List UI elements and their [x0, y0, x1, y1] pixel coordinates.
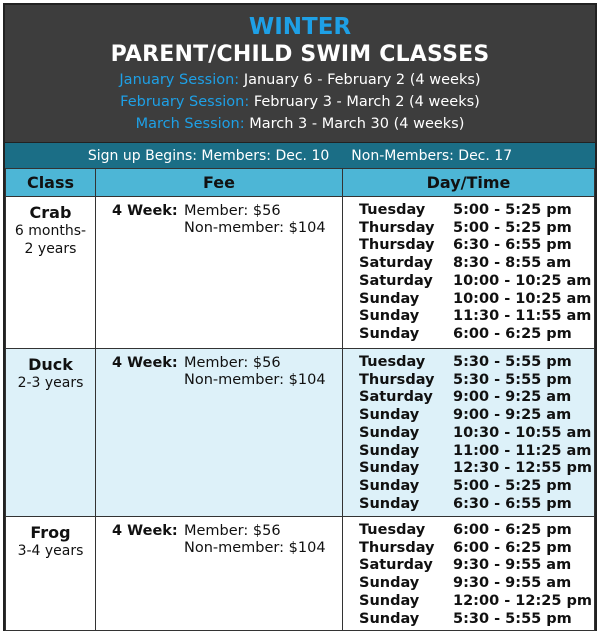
session-label: January Session:: [119, 72, 240, 88]
signup-banner: [5, 142, 595, 168]
class-cell: [6, 349, 96, 517]
time-slot: [359, 326, 594, 344]
slot-day: Tuesday: [359, 354, 426, 370]
slot-day: Thursday: [359, 539, 435, 556]
slot-time: 10:30 - 10:55 am: [453, 424, 592, 441]
flyer-title: PARENT/CHILD SWIM CLASSES: [110, 42, 490, 67]
fee-label: 4 Week:: [112, 523, 178, 539]
time-slot: [359, 478, 594, 496]
slot-day: Tuesday: [359, 522, 426, 538]
slot-day: Sunday: [359, 308, 420, 325]
flyer-header: [5, 5, 595, 142]
signup-nonmembers: Non-Members: Dec. 17: [351, 148, 513, 164]
class-cell: [6, 517, 96, 631]
slot-time: 5:00 - 5:25 pm: [453, 202, 572, 218]
time-slot: [359, 237, 594, 255]
session-label: February Session:: [120, 94, 250, 110]
slot-time: 9:30 - 9:55 am: [453, 557, 572, 574]
slot-day: Sunday: [359, 460, 420, 477]
time-slot: [359, 522, 594, 540]
slot-day: Sunday: [359, 610, 420, 627]
member-price: Member: $56: [184, 523, 281, 539]
slot-time: 5:00 - 5:25 pm: [453, 219, 572, 236]
nonmember-price: Non-member: $104: [184, 372, 326, 388]
session-label: March Session:: [135, 116, 245, 132]
slot-day: Sunday: [359, 325, 420, 342]
fee-cell: [96, 517, 343, 631]
slot-day: Saturday: [359, 389, 433, 406]
time-slot: [359, 496, 594, 514]
fee-prices: [184, 523, 326, 557]
slot-day: Sunday: [359, 592, 420, 609]
time-slot: [359, 540, 594, 558]
fee-label: 4 Week:: [112, 355, 178, 371]
class-name: Duck: [28, 355, 73, 374]
slot-day: Sunday: [359, 477, 420, 494]
nonmember-price: Non-member: $104: [184, 220, 326, 236]
time-slot: [359, 407, 594, 425]
class-name: Frog: [30, 523, 71, 542]
slot-time: 6:30 - 6:55 pm: [453, 495, 572, 512]
fee-cell: [96, 197, 343, 349]
fee-label: 4 Week:: [112, 203, 178, 219]
slot-time: 8:30 - 8:55 am: [453, 255, 572, 272]
season-title: WINTER: [248, 14, 352, 40]
time-slot: [359, 255, 594, 273]
slot-day: Saturday: [359, 272, 433, 289]
time-slot: [359, 443, 594, 461]
swim-flyer: [3, 3, 597, 631]
slot-time: 6:30 - 6:55 pm: [453, 237, 572, 254]
slot-time: 11:00 - 11:25 am: [453, 442, 592, 459]
time-slot: [359, 202, 594, 220]
time-slot: [359, 354, 594, 372]
session-dates: March 3 - March 30 (4 weeks): [249, 116, 465, 132]
time-slot: [359, 575, 594, 593]
slot-time: 5:30 - 5:55 pm: [453, 354, 572, 370]
slot-time: 5:30 - 5:55 pm: [453, 371, 572, 388]
slot-day: Sunday: [359, 407, 420, 424]
slot-time: 6:00 - 6:25 pm: [453, 325, 572, 342]
slot-day: Tuesday: [359, 202, 426, 218]
slot-time: 10:00 - 10:25 am: [453, 290, 592, 307]
daytime-cell: [343, 517, 595, 631]
time-slot: [359, 273, 594, 291]
signup-prefix: Sign up Begins:: [87, 148, 197, 164]
slot-day: Thursday: [359, 371, 435, 388]
slot-day: Thursday: [359, 219, 435, 236]
session-march: [5, 113, 595, 135]
time-slot: [359, 220, 594, 238]
column-header-daytime: Day/Time: [343, 169, 595, 197]
slot-time: 9:00 - 9:25 am: [453, 389, 572, 406]
slot-day: Sunday: [359, 442, 420, 459]
slot-day: Saturday: [359, 557, 433, 574]
fee-cell: [96, 349, 343, 517]
slot-time: 12:30 - 12:55 pm: [453, 460, 592, 477]
slot-day: Saturday: [359, 255, 433, 272]
fee-prices: [184, 355, 326, 389]
slot-time: 12:00 - 12:25 pm: [453, 592, 592, 609]
class-age: 2-3 years: [17, 375, 84, 391]
class-schedule-table: [5, 168, 595, 631]
session-january: [5, 69, 595, 91]
slot-time: 9:00 - 9:25 am: [453, 407, 572, 424]
time-slot: [359, 593, 594, 611]
class-cell: [6, 197, 96, 349]
class-age: 6 months-: [14, 223, 87, 239]
slot-day: Sunday: [359, 290, 420, 307]
session-dates: February 3 - March 2 (4 weeks): [253, 94, 480, 110]
nonmember-price: Non-member: $104: [184, 540, 326, 556]
member-price: Member: $56: [184, 355, 281, 371]
session-dates: January 6 - February 2 (4 weeks): [243, 72, 481, 88]
fee-prices: [184, 203, 326, 237]
slot-time: 11:30 - 11:55 am: [453, 308, 592, 325]
slot-time: 9:30 - 9:55 am: [453, 575, 572, 592]
column-header-fee: Fee: [96, 169, 343, 197]
time-slot: [359, 460, 594, 478]
time-slot: [359, 611, 594, 629]
class-row-crab: [6, 197, 595, 349]
slot-day: Sunday: [359, 575, 420, 592]
slot-time: 5:00 - 5:25 pm: [453, 477, 572, 494]
class-row-frog: [6, 517, 595, 631]
time-slot: [359, 372, 594, 390]
member-price: Member: $56: [184, 203, 281, 219]
slot-day: Thursday: [359, 237, 435, 254]
class-age: 3-4 years: [17, 543, 84, 559]
slot-day: Sunday: [359, 495, 420, 512]
time-slot: [359, 425, 594, 443]
slot-day: Sunday: [359, 424, 420, 441]
slot-time: 5:30 - 5:55 pm: [453, 610, 572, 627]
session-february: [5, 91, 595, 113]
time-slot: [359, 557, 594, 575]
time-slot: [359, 308, 594, 326]
column-header-class: Class: [6, 169, 96, 197]
signup-members: Members: Dec. 10: [201, 148, 330, 164]
daytime-cell: [343, 349, 595, 517]
daytime-cell: [343, 197, 595, 349]
class-age: 2 years: [24, 241, 77, 257]
time-slot: [359, 389, 594, 407]
slot-time: 6:00 - 6:25 pm: [453, 522, 572, 538]
class-row-duck: [6, 349, 595, 517]
slot-time: 10:00 - 10:25 am: [453, 272, 592, 289]
time-slot: [359, 291, 594, 309]
table-header-row: [6, 169, 595, 197]
slot-time: 6:00 - 6:25 pm: [453, 539, 572, 556]
class-name: Crab: [29, 203, 72, 222]
